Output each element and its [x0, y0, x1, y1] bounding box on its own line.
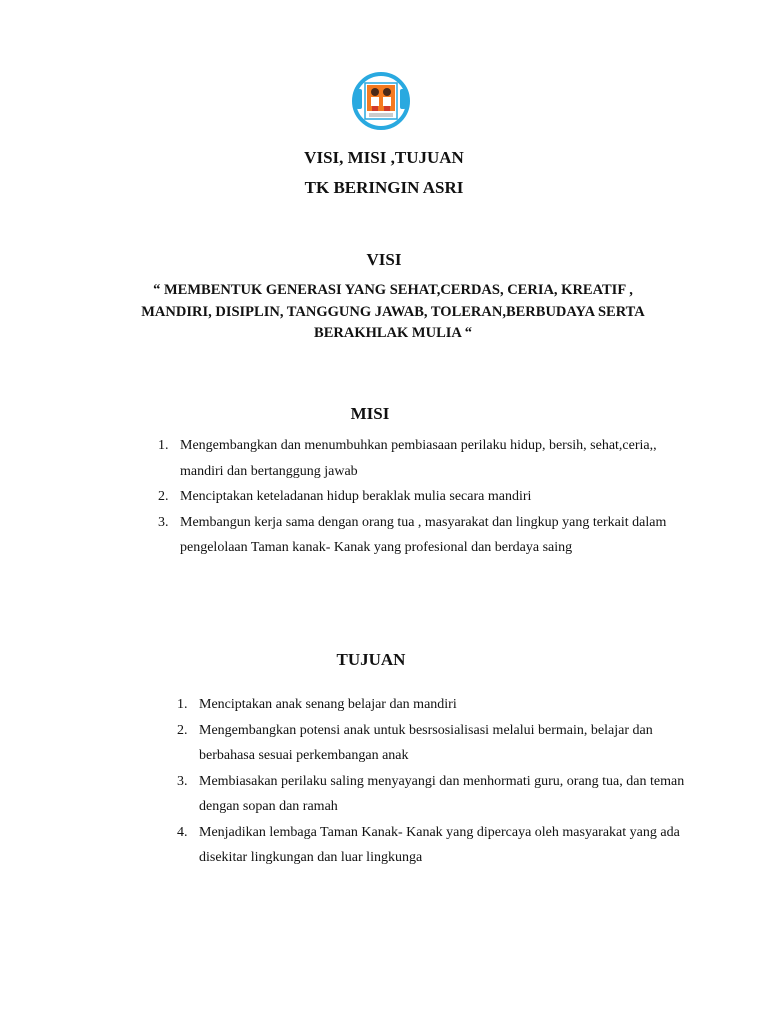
list-text: Menciptakan anak senang belajar dan mandiri [199, 697, 457, 712]
school-logo [351, 71, 411, 131]
list-number: 2. [158, 489, 169, 504]
list-number: 1. [177, 697, 188, 712]
tujuan-heading: TUJUAN [336, 650, 406, 669]
list-text: Menjadikan lembaga Taman Kanak- Kanak yang dipercaya oleh masyarakat yang ada disekitar lingkungan dan luar lingkunga [199, 824, 680, 865]
list-number: 4. [177, 824, 188, 840]
list-number: 2. [177, 722, 188, 738]
visi-statement: “ MEMBENTUK GENERASI YANG SEHAT,CERDAS, CERIA, KREATIF , MANDIRI, DISIPLIN, TANGGUNG JAWAB, TOLERAN,BERBUDAYA SERTA BERAKHLAK MULIA “ [141, 282, 645, 341]
list-text: Membangun kerja sama dengan orang tua , masyarakat dan lingkup yang terkait dalam pengelolaan Taman kanak- Kanak yang profesional dan berdaya saing [180, 514, 667, 555]
misi-item [158, 484, 680, 510]
visi-heading: VISI [366, 250, 402, 269]
list-number: 1. [158, 438, 169, 453]
school-name: TK BERINGIN ASRI [304, 178, 464, 197]
tujuan-item [177, 692, 689, 718]
list-text: Mengembangkan dan menumbuhkan pembiasaan perilaku hidup, bersih, sehat,ceria,, mandiri dan bertanggung jawab [180, 438, 657, 479]
list-number: 3. [158, 514, 169, 530]
tujuan-item [177, 769, 689, 820]
misi-heading: MISI [350, 404, 390, 423]
list-text: Menciptakan keteladanan hidup beraklak mulia secara mandiri [180, 489, 532, 504]
tujuan-item [177, 718, 689, 769]
misi-item [158, 510, 680, 561]
tujuan-item [177, 820, 689, 871]
page-title: VISI, MISI ,TUJUAN [304, 148, 464, 167]
list-text: Mengembangkan potensi anak untuk besrsosialisasi melalui bermain, belajar dan berbahasa sesuai perkembangan anak [199, 722, 653, 763]
misi-list [158, 433, 680, 561]
tujuan-list [177, 692, 689, 871]
list-number: 3. [177, 773, 188, 789]
misi-item [158, 433, 680, 484]
list-text: Membiasakan perilaku saling menyayangi dan menhormati guru, orang tua, dan teman dengan sopan dan ramah [199, 773, 685, 814]
